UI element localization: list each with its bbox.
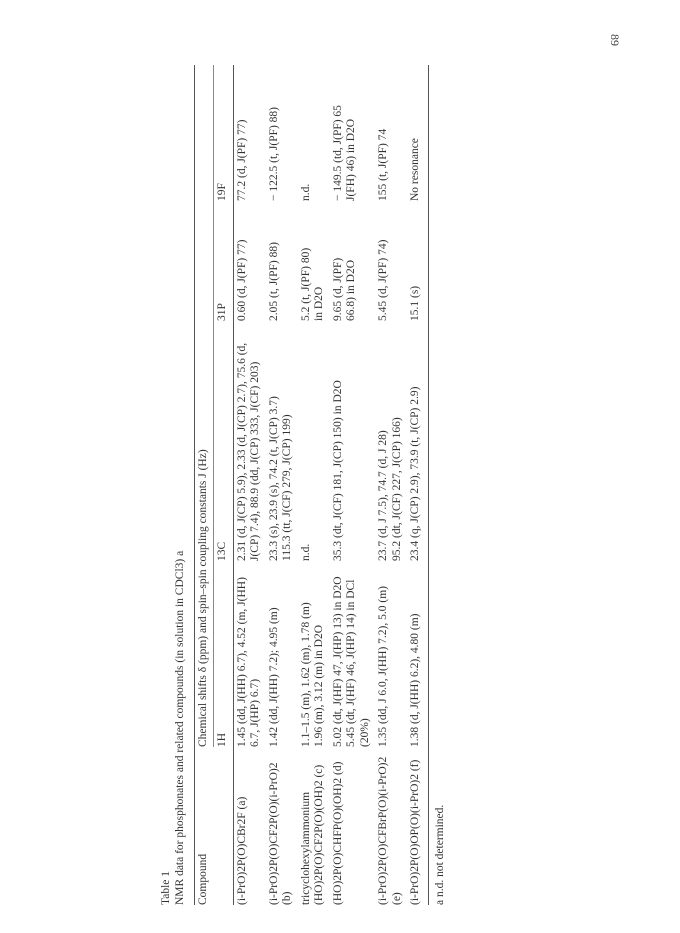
cell-p	[298, 201, 330, 321]
cell-line: 155 (t, J(PF) 74	[377, 128, 389, 201]
cell-p	[233, 201, 266, 321]
cell-f	[233, 65, 266, 201]
table-row	[407, 65, 428, 905]
cell-line: 1.35 (dd, J 6.0, J(HH) 7.2), 5.0 (m)	[377, 586, 389, 747]
cell-line: 5.45 (dt, J(HF) 46, J(HP) 14) in DCl	[345, 579, 357, 747]
cell-f	[266, 65, 298, 201]
nmr-table	[194, 65, 429, 905]
cell-h	[266, 561, 298, 747]
cell-line: tricyclohexylammonium	[299, 791, 312, 905]
cell-line: 95.2 (dt, J(CF) 227, J(CP) 166)	[390, 417, 403, 561]
cell-line: (HO)2P(O)CHFP(O)(OH)2 (d)	[331, 761, 344, 905]
cell-compound	[375, 747, 407, 905]
cell-c	[233, 321, 266, 561]
cell-line: 2.05 (t, J(PF) 88)	[267, 242, 280, 321]
cell-h	[375, 561, 407, 747]
cell-compound	[330, 747, 376, 905]
table-caption: Table 1	[160, 870, 172, 905]
cell-f	[298, 65, 330, 201]
cell-f	[330, 65, 376, 201]
cell-c	[266, 321, 298, 561]
cell-line: n.d.	[299, 543, 312, 561]
table-row	[266, 65, 298, 905]
cell-line: 1.1–1.5 (m), 1.62 (m), 1.78 (m)	[299, 602, 312, 747]
cell-c	[407, 321, 428, 561]
cell-p	[407, 201, 428, 321]
cell-line: (i-PrO)2P(O)CF2P(O)(i-PrO)2 (b)	[267, 762, 293, 905]
cell-p	[330, 201, 376, 321]
cell-c	[375, 321, 407, 561]
table-row	[330, 65, 376, 905]
table-row	[233, 65, 266, 905]
cell-p	[266, 201, 298, 321]
cell-line: n.d.	[299, 183, 312, 201]
table-subtitle: NMR data for phosphonates and related compounds (in solution in CDCl3) a	[174, 550, 186, 905]
cell-line: (i-PrO)2P(O)CBr2F (a)	[235, 796, 248, 905]
header-13c: 13C	[214, 321, 234, 561]
cell-line: 5.2 (t, J(PF) 80)	[299, 247, 312, 321]
cell-line: 23.3 (s), 23.9 (s), 74.2 (t, J(CP) 3.7)	[267, 396, 280, 561]
cell-line: 23.7 (d, J 7.5), 74.7 (d, J 28)	[377, 430, 389, 561]
cell-line: 0.60 (d, J(PF) 77)	[235, 239, 248, 321]
table-body	[233, 65, 428, 905]
cell-line: 5.02 (dt, J(HF) 47, J(HP) 13) in D2O	[331, 576, 344, 747]
cell-h	[407, 561, 428, 747]
header-31p: 31P	[214, 201, 234, 321]
cell-line: 1.45 (dd, J(HH) 6.7), 4.52 (m, J(HH) 6.7, J(HP) 6.7)	[235, 577, 261, 747]
table-row	[375, 65, 407, 905]
page-number: 89	[608, 34, 622, 46]
header-1h: 1H	[214, 561, 234, 747]
cell-f	[407, 65, 428, 201]
header-19f: 19F	[214, 65, 234, 201]
cell-compound	[298, 747, 330, 905]
cell-h	[330, 561, 376, 747]
cell-line: 1.38 (d, J(HH) 6.2), 4.80 (m)	[409, 613, 421, 747]
cell-line: (i-PrO)2P(O)CFBrP(O)(i-PrO)2 (e)	[377, 756, 403, 905]
cell-compound	[266, 747, 298, 905]
cell-line: (20%)	[358, 718, 371, 747]
cell-compound	[233, 747, 266, 905]
table-row	[298, 65, 330, 905]
cell-line: 1.96 (m), 3.12 (m) in D2O	[313, 624, 325, 747]
cell-line: No resonance	[409, 138, 421, 201]
cell-line: 23.4 (q, J(CP) 2.9), 73.9 (t, J(CP) 2.9)	[409, 386, 421, 561]
cell-h	[233, 561, 266, 747]
cell-line: 66.8) in D2O	[345, 259, 357, 321]
cell-line: − 122.5 (t, J(PF) 88)	[267, 106, 280, 201]
cell-line: J(FH) 46) in D2O	[345, 118, 357, 201]
cell-line: 15.1 (s)	[409, 285, 421, 321]
cell-line: (HO)2P(O)CF2P(O)(OH)2 (c)	[313, 764, 325, 905]
cell-line: 5.45 (d, J(PF) 74)	[377, 239, 389, 321]
header-shifts: Chemical shifts δ (ppm) and spin–spin coupling constants J (Hz)	[194, 65, 214, 747]
cell-f	[375, 65, 407, 201]
table-footnote: a n.d. not determined.	[433, 804, 446, 905]
cell-c	[330, 321, 376, 561]
cell-c	[298, 321, 330, 561]
cell-line: (i-PrO)2P(O)OP(O)(i-PrO)2 (f)	[409, 759, 421, 905]
cell-line: 2.31 (d, J(CP) 5.9), 2.33 (d, J(CP) 2.7), 75.6 (d, J(CP) 7.4), 88.9 (dd, J(CP) 333, J(CF) 203)	[235, 342, 261, 561]
rotated-table-block	[160, 65, 447, 905]
cell-p	[375, 201, 407, 321]
cell-line: 9.65 (d, J(PF)	[331, 257, 344, 321]
header-compound: Compound	[194, 747, 214, 905]
cell-compound	[407, 747, 428, 905]
cell-line: in D2O	[313, 286, 325, 321]
cell-h	[298, 561, 330, 747]
cell-line: 1.42 (dd, J(HH) 7.2); 4.95 (m)	[267, 607, 280, 747]
cell-line: − 149.5 (td, J(PF) 65	[331, 105, 344, 201]
cell-line: 77.2 (d, J(PF) 77)	[235, 119, 248, 201]
cell-line: 115.3 (tt, J(CF) 279, J(CP) 199)	[281, 414, 293, 561]
cell-line: 35.3 (dt, J(CF) 181, J(CP) 150) in D2O	[331, 380, 344, 561]
